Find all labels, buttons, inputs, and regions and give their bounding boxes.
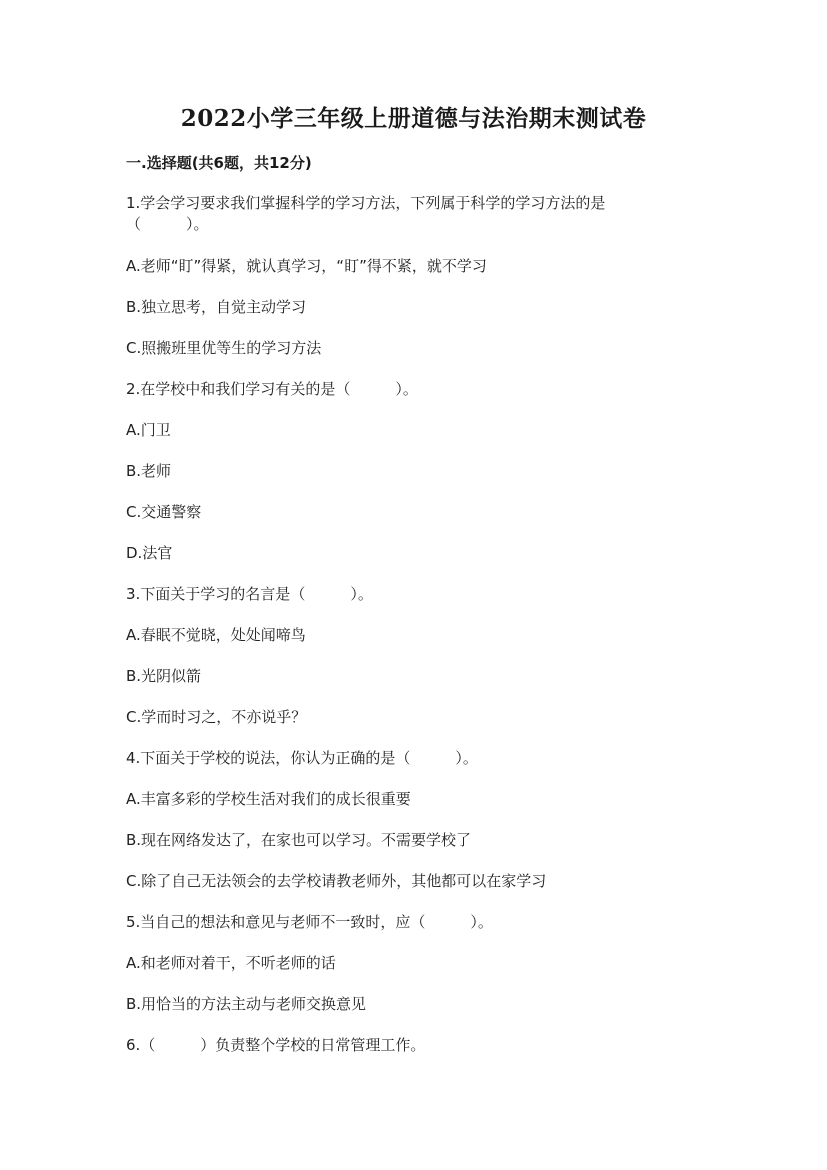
- question-2-option-a: A.门卫: [126, 421, 171, 439]
- question-1-option-c: C.照搬班里优等生的学习方法: [126, 339, 322, 357]
- question-1-stem-cont: （ ）。: [126, 215, 209, 233]
- question-4-option-a: A.丰富多彩的学校生活对我们的成长很重要: [126, 790, 411, 808]
- question-4-option-c: C.除了自己无法领会的去学校请教老师外，其他都可以在家学习: [126, 872, 547, 890]
- question-2-option-d: D.法官: [126, 544, 173, 562]
- question-3-option-c: C.学而时习之，不亦说乎？: [126, 708, 307, 726]
- question-3-option-a: A.春眠不觉晓，处处闻啼鸟: [126, 626, 306, 644]
- question-4-option-b: B.现在网络发达了，在家也可以学习。不需要学校了: [126, 831, 472, 849]
- question-5-option-a: A.和老师对着干，不听老师的话: [126, 954, 336, 972]
- question-3-stem: 3.下面关于学习的名言是（ ）。: [126, 585, 373, 603]
- question-5-option-b: B.用恰当的方法主动与老师交换意见: [126, 995, 367, 1013]
- section-heading: 一.选择题(共6题，共12分): [126, 154, 312, 172]
- page-title: 2022小学三年级上册道德与法治期末测试卷: [180, 105, 647, 132]
- question-3-option-b: B.光阴似箭: [126, 667, 202, 685]
- question-2-option-b: B.老师: [126, 462, 172, 480]
- question-4-stem: 4.下面关于学校的说法，你认为正确的是（ ）。: [126, 749, 478, 767]
- question-2-option-c: C.交通警察: [126, 503, 202, 521]
- question-6-stem: 6.（ ）负责整个学校的日常管理工作。: [126, 1036, 426, 1054]
- question-1-stem: 1.学会学习要求我们掌握科学的学习方法，下列属于科学的学习方法的是: [126, 194, 606, 212]
- question-1-option-a: A.老师“盯”得紧，就认真学习，“盯”得不紧，就不学习: [126, 257, 487, 275]
- question-2-stem: 2.在学校中和我们学习有关的是（ ）。: [126, 380, 418, 398]
- question-1-option-b: B.独立思考，自觉主动学习: [126, 298, 307, 316]
- question-5-stem: 5.当自己的想法和意见与老师不一致时，应（ ）。: [126, 913, 493, 931]
